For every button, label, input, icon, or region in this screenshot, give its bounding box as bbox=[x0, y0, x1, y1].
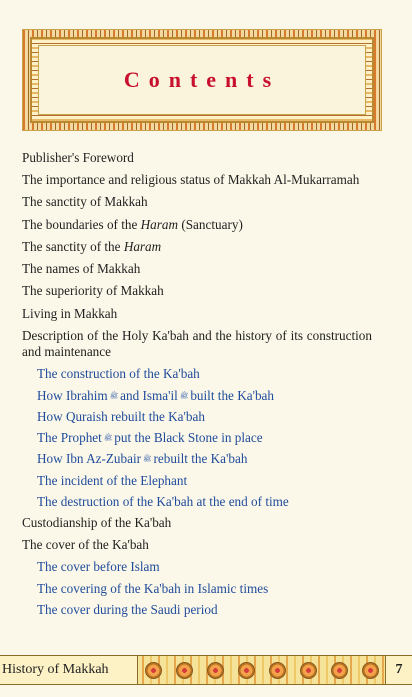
toc-entry-elephant[interactable]: The incident of the Elephant bbox=[37, 472, 188, 488]
honorific-icon: ﷺ bbox=[103, 434, 113, 443]
flower-ornament-icon bbox=[207, 662, 224, 679]
toc-entry-sanctity-makkah[interactable]: The sanctity of Makkah bbox=[22, 194, 148, 210]
toc-text: The Prophet bbox=[37, 430, 102, 446]
toc-entry-zubair[interactable] bbox=[22, 451, 372, 467]
toc-entry-ibrahim[interactable] bbox=[22, 388, 372, 404]
toc-text: (Sanctuary) bbox=[178, 216, 243, 232]
toc-entry-boundaries[interactable] bbox=[22, 217, 372, 233]
page-footer bbox=[0, 655, 412, 685]
toc-entry-construction[interactable]: The construction of the Ka'bah bbox=[37, 366, 200, 382]
flower-ornament-icon bbox=[269, 662, 286, 679]
toc-entry-cover-before-islam[interactable]: The cover before Islam bbox=[37, 559, 160, 575]
toc-text: How Ibn Az-Zubair bbox=[37, 451, 142, 467]
toc-text: built the Ka'bah bbox=[190, 387, 274, 403]
toc-entry-cover[interactable]: The cover of the Ka'bah bbox=[22, 537, 149, 553]
toc-entry-quraish[interactable]: How Quraish rebuilt the Ka'bah bbox=[37, 408, 205, 424]
table-of-contents bbox=[22, 150, 372, 623]
toc-entry-custodianship[interactable]: Custodianship of the Ka'bah bbox=[22, 514, 172, 530]
toc-entry-importance[interactable]: The importance and religious status of Makkah Al-Mukarramah bbox=[22, 172, 360, 188]
honorific-icon: ﷺ bbox=[143, 455, 152, 464]
flower-ornament-icon bbox=[362, 662, 379, 679]
toc-entry-superiority[interactable]: The superiority of Makkah bbox=[22, 283, 164, 299]
toc-text: and Isma'il bbox=[120, 387, 178, 403]
page-title: Contents bbox=[123, 67, 281, 92]
toc-entry-sanctity-haram[interactable] bbox=[22, 239, 372, 255]
flower-ornament-icon bbox=[331, 662, 348, 679]
toc-entry-foreword[interactable]: Publisher's Foreword bbox=[22, 150, 134, 165]
flower-ornament-icon bbox=[145, 662, 162, 679]
toc-entry-cover-saudi[interactable]: The cover during the Saudi period bbox=[37, 601, 218, 617]
footer-ornament-band bbox=[138, 656, 386, 684]
toc-entry-prophet[interactable] bbox=[22, 430, 372, 446]
toc-text: rebuilt the Ka'bah bbox=[153, 451, 248, 467]
toc-text: How Ibrahim bbox=[37, 387, 108, 403]
toc-entry-description[interactable]: Description of the Holy Ka'bah and the history of its construction and maintenance bbox=[22, 327, 372, 360]
toc-entry-living[interactable]: Living in Makkah bbox=[22, 305, 118, 321]
title-frame-border bbox=[30, 37, 374, 123]
flower-ornament-icon bbox=[300, 662, 317, 679]
title-panel bbox=[38, 45, 366, 115]
toc-entry-destruction[interactable]: The destruction of the Ka'bah at the end of time bbox=[37, 493, 289, 509]
title-frame bbox=[22, 29, 382, 131]
toc-italic: Haram bbox=[123, 238, 162, 254]
flower-ornament-icon bbox=[238, 662, 255, 679]
toc-text: put the Black Stone in place bbox=[114, 430, 263, 446]
flower-ornament-icon bbox=[176, 662, 193, 679]
honorific-icon: ﷺ bbox=[109, 391, 119, 400]
footer-book-title: History of Makkah bbox=[0, 656, 138, 684]
toc-text: The sanctity of the bbox=[22, 238, 124, 254]
toc-entry-names[interactable]: The names of Makkah bbox=[22, 261, 141, 277]
toc-italic: Haram bbox=[140, 216, 179, 232]
toc-entry-cover-islamic[interactable]: The covering of the Ka'bah in Islamic times bbox=[37, 580, 269, 596]
honorific-icon: ﷺ bbox=[179, 391, 189, 400]
toc-text: The boundaries of the bbox=[22, 216, 141, 232]
page-number: 7 bbox=[385, 656, 412, 684]
